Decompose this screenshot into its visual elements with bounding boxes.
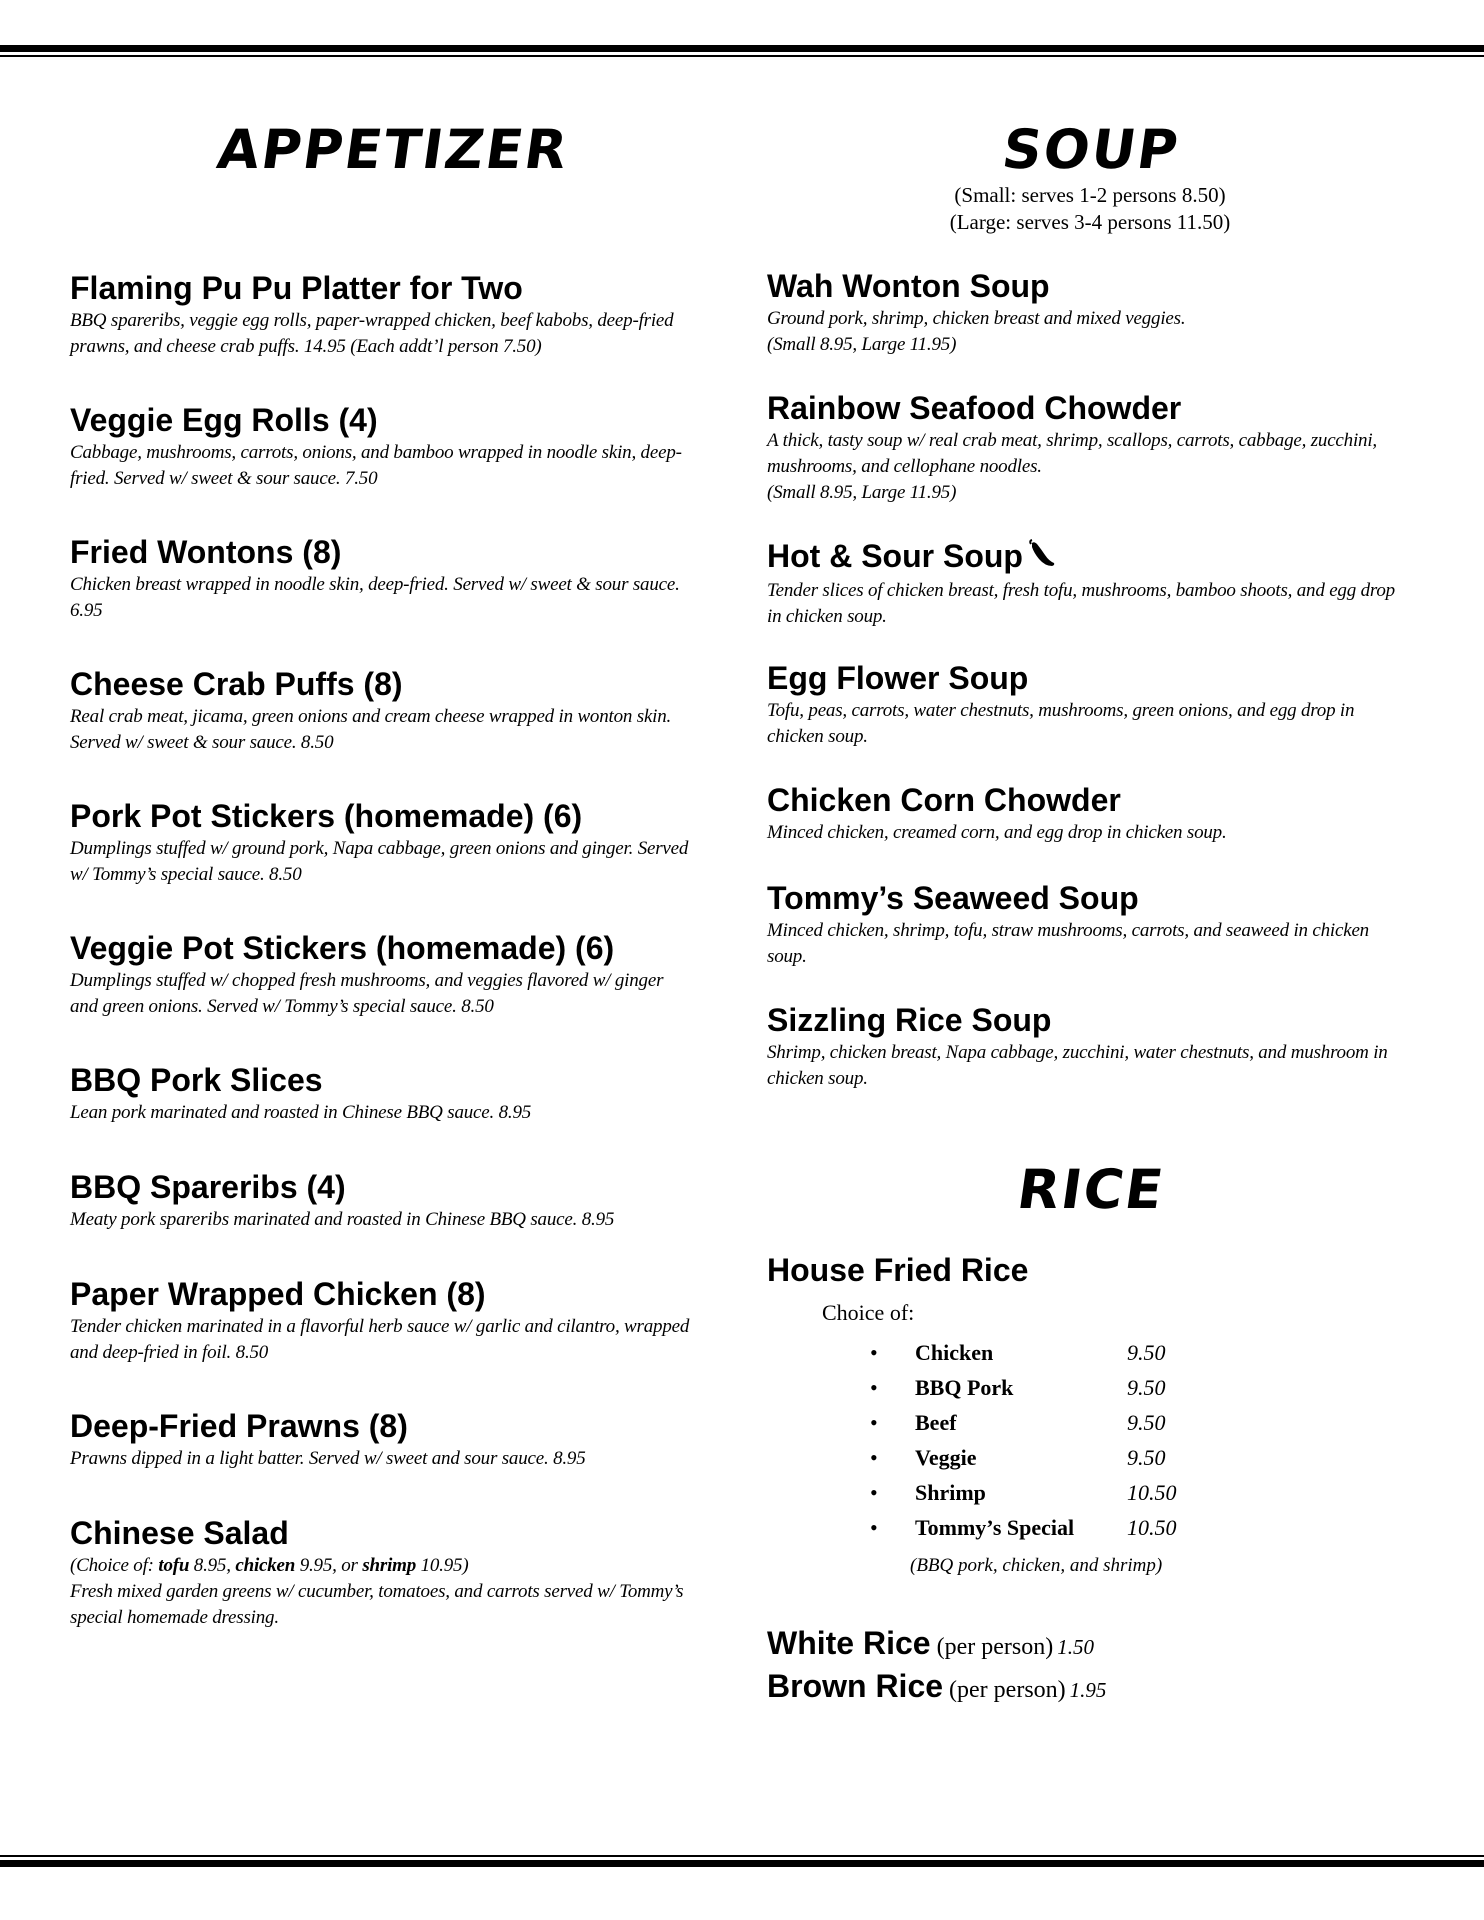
bullet-icon: • <box>870 1410 878 1435</box>
item-description: Minced chicken, creamed corn, and egg drop in chicken soup. <box>767 822 1227 843</box>
top-border-rule <box>0 45 1484 57</box>
menu-item-chinese-salad <box>70 1515 690 1631</box>
menu-item <box>70 1169 690 1233</box>
menu-item <box>767 538 1397 630</box>
menu-item <box>767 268 1397 358</box>
choice-label: Choice of: <box>822 1300 915 1325</box>
item-name: Pork Pot Stickers (homemade) (6) <box>70 798 583 834</box>
bullet-icon: • <box>870 1340 878 1365</box>
item-name: Chicken Corn Chowder <box>767 782 1121 818</box>
menu-item <box>767 660 1397 750</box>
item-name: BBQ Spareribs (4) <box>70 1169 346 1205</box>
salad-choices: (Choice of: tofu 8.95, chicken 9.95, or shrimp 10.95) <box>70 1555 469 1576</box>
menu-item <box>70 1408 690 1472</box>
soup-size-note <box>880 182 1300 236</box>
item-description: Dumplings stuffed w/ chopped fresh mushrooms, and veggies flavored w/ ginger and green onions. Served w/ Tommy’s special sauce. 8.50 <box>70 970 664 1017</box>
white-rice-item: White Rice (per person) 1.50 <box>767 1625 1094 1661</box>
brown-rice-item: Brown Rice (per person) 1.95 <box>767 1668 1107 1704</box>
menu-item <box>767 390 1397 506</box>
menu-item <box>767 880 1397 970</box>
menu-item <box>70 534 690 624</box>
item-description: Cabbage, mushrooms, carrots, onions, and bamboo wrapped in noodle skin, deep-fried. Served w/ sweet & sour sauce. 7.50 <box>70 442 682 489</box>
item-description: Meaty pork spareribs marinated and roasted in Chinese BBQ sauce. 8.95 <box>70 1209 615 1230</box>
bullet-icon: • <box>870 1375 878 1400</box>
item-description: Real crab meat, jicama, green onions and cream cheese wrapped in wonton skin. Served w/ sweet & sour sauce. 8.50 <box>70 706 672 753</box>
soup-heading: SOUP <box>998 118 1184 181</box>
item-description: Tofu, peas, carrots, water chestnuts, mushrooms, green onions, and egg drop in chicken soup. <box>767 700 1355 747</box>
item-name: Rainbow Seafood Chowder <box>767 390 1182 426</box>
tommys-special-note: (BBQ pork, chicken, and shrimp) <box>910 1555 1163 1576</box>
rice-heading: RICE <box>1013 1158 1169 1221</box>
item-name: Paper Wrapped Chicken (8) <box>70 1276 486 1312</box>
item-name: Sizzling Rice Soup <box>767 1002 1052 1038</box>
item-description: Tender slices of chicken breast, fresh tofu, mushrooms, bamboo shoots, and egg drop in chicken soup. <box>767 580 1395 627</box>
item-name: Cheese Crab Puffs (8) <box>70 666 403 702</box>
bullet-icon: • <box>870 1515 878 1540</box>
item-name: Veggie Egg Rolls (4) <box>70 402 378 438</box>
item-name: Veggie Pot Stickers (homemade) (6) <box>70 930 615 966</box>
item-name: BBQ Pork Slices <box>70 1062 323 1098</box>
item-name: Egg Flower Soup <box>767 660 1029 696</box>
item-name: Chinese Salad <box>70 1515 289 1551</box>
menu-item-house-fried-rice <box>767 1252 1397 1288</box>
bullet-icon: • <box>870 1480 878 1505</box>
item-description: Tender chicken marinated in a flavorful herb sauce w/ garlic and cilantro, wrapped and deep-fried in foil. 8.50 <box>70 1316 690 1363</box>
item-prices: (Small 8.95, Large 11.95) <box>767 482 957 503</box>
item-name: Tommy’s Seaweed Soup <box>767 880 1139 916</box>
item-prices: (Small 8.95, Large 11.95) <box>767 334 957 355</box>
item-description: Lean pork marinated and roasted in Chinese BBQ sauce. 8.95 <box>70 1102 532 1123</box>
menu-item <box>767 1002 1397 1092</box>
item-name: Wah Wonton Soup <box>767 268 1050 304</box>
menu-item <box>70 666 690 756</box>
item-description: Dumplings stuffed w/ ground pork, Napa cabbage, green onions and ginger. Served w/ Tommy’s special sauce. 8.50 <box>70 838 689 885</box>
item-name-row <box>767 538 1397 576</box>
soup-small-note: (Small: serves 1-2 persons 8.50) <box>954 183 1226 207</box>
bottom-border-rule <box>0 1855 1484 1867</box>
chili-pepper-icon <box>1027 539 1057 576</box>
item-name: House Fried Rice <box>767 1252 1029 1288</box>
item-description: Minced chicken, shrimp, tofu, straw mushrooms, carrots, and seaweed in chicken soup. <box>767 920 1369 967</box>
menu-item <box>70 270 690 360</box>
item-description: A thick, tasty soup w/ real crab meat, shrimp, scallops, carrots, cabbage, zucchini, mushrooms, and cellophane noodles. <box>767 430 1377 477</box>
menu-item <box>70 1062 690 1126</box>
item-description: BBQ spareribs, veggie egg rolls, paper-wrapped chicken, beef kabobs, deep-fried prawns, and cheese crab puffs. 14.95 (Each addt’l person 7.50) <box>70 310 674 357</box>
appetizer-heading: APPETIZER <box>213 118 573 181</box>
soup-large-note: (Large: serves 3-4 persons 11.50) <box>949 210 1231 234</box>
menu-item <box>70 798 690 888</box>
item-description: Chicken breast wrapped in noodle skin, deep-fried. Served w/ sweet & sour sauce. 6.95 <box>70 574 680 621</box>
item-name: Flaming Pu Pu Platter for Two <box>70 270 523 306</box>
item-name: Hot & Sour Soup <box>767 538 1023 574</box>
item-name: Fried Wontons (8) <box>70 534 342 570</box>
menu-item <box>70 402 690 492</box>
menu-item <box>70 1276 690 1366</box>
bullet-icon: • <box>870 1445 878 1470</box>
menu-item <box>767 782 1397 846</box>
item-name: Deep-Fried Prawns (8) <box>70 1408 408 1444</box>
item-description: Prawns dipped in a light batter. Served w/ sweet and sour sauce. 8.95 <box>70 1448 586 1469</box>
item-description: Fresh mixed garden greens w/ cucumber, tomatoes, and carrots served w/ Tommy’s special homemade dressing. <box>70 1581 684 1628</box>
menu-item <box>70 930 690 1020</box>
item-description: Shrimp, chicken breast, Napa cabbage, zucchini, water chestnuts, and mushroom in chicken soup. <box>767 1042 1388 1089</box>
item-description: Ground pork, shrimp, chicken breast and mixed veggies. <box>767 308 1186 329</box>
